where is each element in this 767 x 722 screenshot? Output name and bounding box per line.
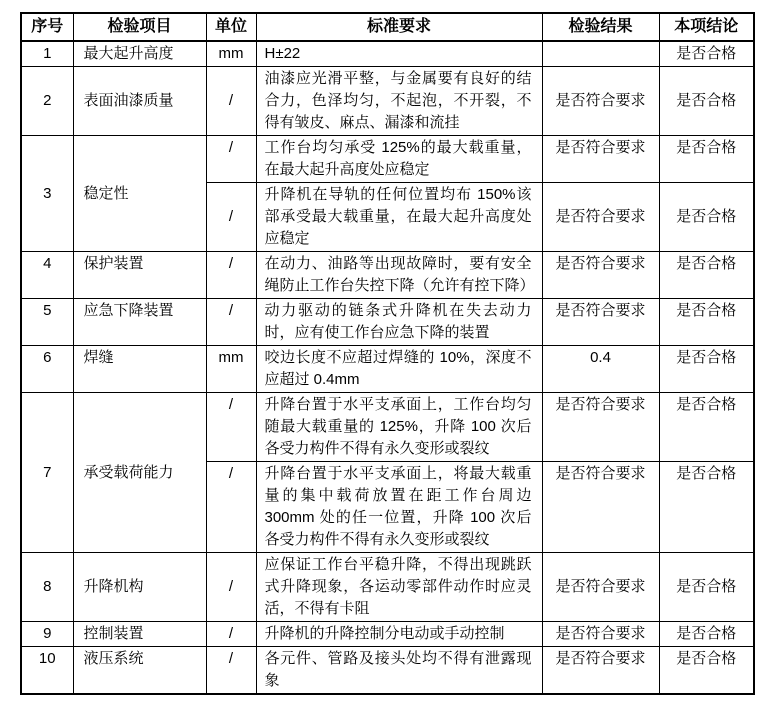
cell-serial: 4 xyxy=(21,252,73,299)
cell-conclusion: 是否合格 xyxy=(659,299,754,346)
table-row xyxy=(21,553,754,622)
cell-conclusion: 是否合格 xyxy=(659,183,754,252)
cell-unit: / xyxy=(206,462,256,553)
cell-unit: / xyxy=(206,393,256,462)
table-row xyxy=(21,393,754,462)
cell-conclusion: 是否合格 xyxy=(659,41,754,67)
cell-conclusion: 是否合格 xyxy=(659,462,754,553)
cell-result: 0.4 xyxy=(542,346,659,393)
cell-requirement: 升降台置于水平支承面上，工作台均匀随最大载重量的 125%，升降 100 次后各受力构件不得有永久变形或裂纹 xyxy=(256,393,542,462)
cell-conclusion: 是否合格 xyxy=(659,622,754,647)
cell-result: 是否符合要求 xyxy=(542,462,659,553)
cell-result: 是否符合要求 xyxy=(542,393,659,462)
cell-conclusion: 是否合格 xyxy=(659,553,754,622)
cell-requirement: 油漆应光滑平整，与金属要有良好的结合力，色泽均匀，不起泡，不开裂，不得有皱皮、麻点、漏漆和流挂 xyxy=(256,67,542,136)
cell-unit: / xyxy=(206,183,256,252)
cell-requirement: 咬边长度不应超过焊缝的 10%，深度不应超过 0.4mm xyxy=(256,346,542,393)
cell-requirement: 应保证工作台平稳升降，不得出现跳跃式升降现象，各运动零部件动作时应灵活，不得有卡阻 xyxy=(256,553,542,622)
cell-item: 液压系统 xyxy=(73,647,206,695)
cell-conclusion: 是否合格 xyxy=(659,346,754,393)
cell-requirement: 升降台置于水平支承面上，将最大载重量的集中载荷放置在距工作台周边 300mm 处的任一位置，升降 100 次后各受力构件不得有永久变形或裂纹 xyxy=(256,462,542,553)
cell-item: 稳定性 xyxy=(73,136,206,252)
cell-unit: / xyxy=(206,647,256,695)
cell-item: 承受载荷能力 xyxy=(73,393,206,553)
cell-result: 是否符合要求 xyxy=(542,299,659,346)
cell-conclusion: 是否合格 xyxy=(659,67,754,136)
cell-result: 是否符合要求 xyxy=(542,252,659,299)
cell-item: 升降机构 xyxy=(73,553,206,622)
cell-serial: 7 xyxy=(21,393,73,553)
cell-serial: 10 xyxy=(21,647,73,695)
cell-unit: / xyxy=(206,622,256,647)
cell-result: 是否符合要求 xyxy=(542,67,659,136)
cell-conclusion: 是否合格 xyxy=(659,647,754,695)
table-row xyxy=(21,622,754,647)
cell-serial: 2 xyxy=(21,67,73,136)
cell-conclusion: 是否合格 xyxy=(659,252,754,299)
col-header-item: 检验项目 xyxy=(73,13,206,41)
table-row xyxy=(21,299,754,346)
table-row xyxy=(21,41,754,67)
cell-item: 最大起升高度 xyxy=(73,41,206,67)
cell-requirement: 各元件、管路及接头处均不得有泄露现象 xyxy=(256,647,542,695)
cell-requirement: 升降机在导轨的任何位置均布 150%该部承受最大载重量，在最大起升高度处应稳定 xyxy=(256,183,542,252)
cell-result: 是否符合要求 xyxy=(542,647,659,695)
cell-requirement: 动力驱动的链条式升降机在失去动力时，应有使工作台应急下降的装置 xyxy=(256,299,542,346)
col-header-no: 序号 xyxy=(21,13,73,41)
cell-unit: mm xyxy=(206,41,256,67)
table-row xyxy=(21,136,754,183)
col-header-requirement: 标准要求 xyxy=(256,13,542,41)
cell-conclusion: 是否合格 xyxy=(659,393,754,462)
cell-serial: 3 xyxy=(21,136,73,252)
cell-unit: mm xyxy=(206,346,256,393)
cell-result: 是否符合要求 xyxy=(542,553,659,622)
cell-requirement: 在动力、油路等出现故障时，要有安全绳防止工作台失控下降（允许有控下降） xyxy=(256,252,542,299)
cell-requirement: H±22 xyxy=(256,41,542,67)
cell-requirement: 升降机的升降控制分电动或手动控制 xyxy=(256,622,542,647)
cell-serial: 5 xyxy=(21,299,73,346)
table-row xyxy=(21,346,754,393)
col-header-result: 检验结果 xyxy=(542,13,659,41)
cell-item: 应急下降装置 xyxy=(73,299,206,346)
cell-serial: 1 xyxy=(21,41,73,67)
cell-result: 是否符合要求 xyxy=(542,136,659,183)
table-row xyxy=(21,252,754,299)
table-row xyxy=(21,67,754,136)
cell-result: 是否符合要求 xyxy=(542,183,659,252)
cell-item: 表面油漆质量 xyxy=(73,67,206,136)
cell-serial: 8 xyxy=(21,553,73,622)
col-header-conclusion: 本项结论 xyxy=(659,13,754,41)
cell-unit: / xyxy=(206,136,256,183)
cell-conclusion: 是否合格 xyxy=(659,136,754,183)
cell-item: 控制装置 xyxy=(73,622,206,647)
cell-result: 是否符合要求 xyxy=(542,622,659,647)
cell-serial: 9 xyxy=(21,622,73,647)
cell-unit: / xyxy=(206,553,256,622)
header-row xyxy=(21,13,754,41)
cell-unit: / xyxy=(206,252,256,299)
cell-result xyxy=(542,41,659,67)
cell-unit: / xyxy=(206,67,256,136)
col-header-unit: 单位 xyxy=(206,13,256,41)
cell-item: 保护装置 xyxy=(73,252,206,299)
inspection-table xyxy=(20,12,755,695)
cell-unit: / xyxy=(206,299,256,346)
table-row xyxy=(21,647,754,695)
cell-item: 焊缝 xyxy=(73,346,206,393)
cell-serial: 6 xyxy=(21,346,73,393)
cell-requirement: 工作台均匀承受 125%的最大载重量，在最大起升高度处应稳定 xyxy=(256,136,542,183)
